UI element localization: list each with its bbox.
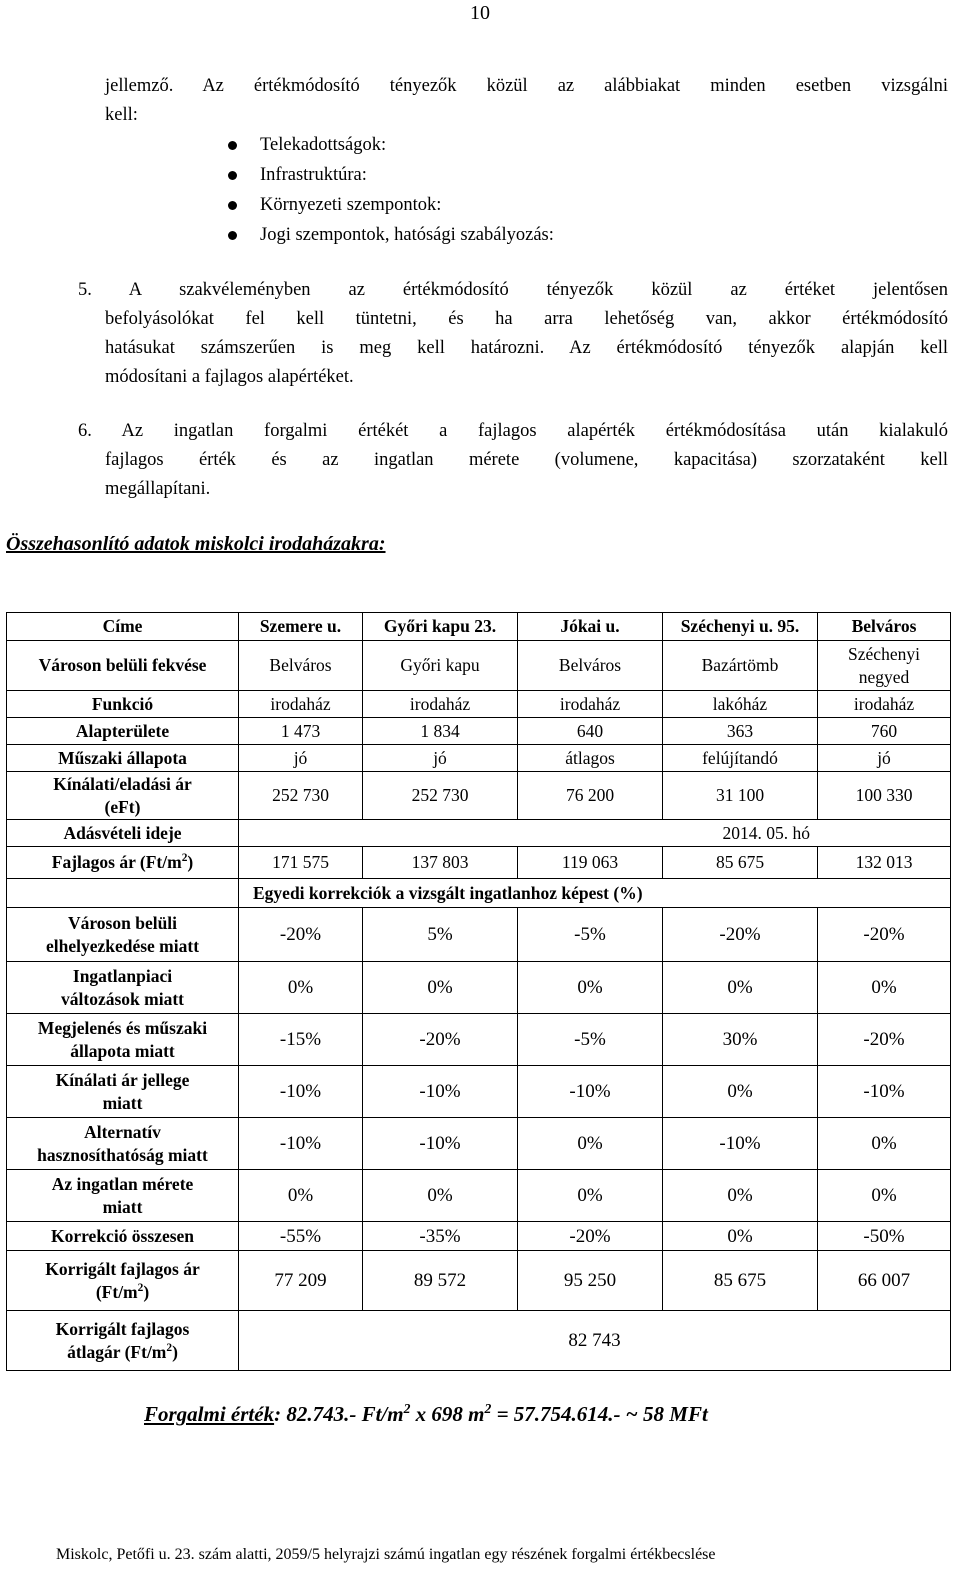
table-cell: 77 209 [239, 1251, 363, 1311]
table-cell: -5% [518, 1014, 663, 1066]
label-sup: 2 [166, 1341, 173, 1354]
item-5-line-3: hatásukat számszerűen is meg kell határozni. Az értékmódosító tényezők alapján kell [105, 338, 948, 358]
table-cell: 137 803 [363, 847, 518, 879]
label-line: Az ingatlan mérete [51, 1173, 194, 1194]
list-item: Infrastruktúra: [230, 160, 554, 190]
table-cell: irodaház [363, 691, 518, 718]
table-cell: felújítandó [663, 745, 818, 772]
table-row [7, 1170, 951, 1222]
label-text: ) [143, 1281, 150, 1302]
table-row [7, 772, 951, 820]
label-text: Fajlagos ár (Ft/m [51, 852, 182, 872]
table-row [7, 879, 951, 908]
table-cell: 0% [239, 962, 363, 1014]
table-cell: 363 [663, 718, 818, 745]
label-line: Korrigált fajlagos [55, 1318, 190, 1339]
header-cell: Címe [7, 613, 239, 641]
label-text: ) [187, 852, 194, 872]
table-cell: 1 473 [239, 718, 363, 745]
table-cell: 95 250 [518, 1251, 663, 1311]
header-cell: Szemere u. [239, 613, 363, 641]
item-5-line-2: befolyásolókat fel kell tüntetni, és ha arra lehetőség van, akkor értékmódosító [105, 309, 948, 329]
table-cell: 1 834 [363, 718, 518, 745]
table-cell: -55% [239, 1222, 363, 1251]
table-cell: 5% [363, 908, 518, 962]
result-text: : 82.743.- Ft/m [274, 1402, 404, 1426]
table-row [7, 908, 951, 962]
table-cell: -20% [239, 908, 363, 962]
table-cell: 760 [818, 718, 951, 745]
label-line: Megjelenés és műszaki [37, 1017, 208, 1038]
label-line: Alternatív [84, 1121, 161, 1142]
label-line: Ingatlanpiaci [72, 965, 173, 986]
row-label [7, 1251, 239, 1311]
page-number: 10 [470, 2, 490, 24]
table-cell: 119 063 [518, 847, 663, 879]
corrections-caption: Egyedi korrekciók a vizsgált ingatlanhoz képest (%) [239, 879, 951, 908]
table-cell: 66 007 [818, 1251, 951, 1311]
row-label [7, 962, 239, 1014]
table-cell: 30% [663, 1014, 818, 1066]
comparison-table [6, 612, 951, 1371]
table-row [7, 613, 951, 641]
table-row [7, 820, 951, 847]
header-cell: Belváros [818, 613, 951, 641]
row-label: Adásvételi ideje [7, 820, 239, 847]
list-item: Jogi szempontok, hatósági szabályozás: [230, 220, 554, 250]
table-cell: -35% [363, 1222, 518, 1251]
cell-line: Széchenyi [848, 643, 920, 664]
intro-line-1: jellemző. Az értékmódosító tényezők közül az alábbiakat minden esetben vizsgálni [105, 76, 948, 96]
label-line: változások miatt [61, 988, 184, 1009]
table-cell: jó [363, 745, 518, 772]
table-row [7, 745, 951, 772]
table-cell: jó [818, 745, 951, 772]
row-label [7, 1311, 239, 1371]
table-cell: -50% [818, 1222, 951, 1251]
label-line: miatt [102, 1196, 143, 1217]
row-label [7, 908, 239, 962]
row-label [7, 1014, 239, 1066]
table-cell: 0% [663, 1222, 818, 1251]
table-cell: -10% [363, 1118, 518, 1170]
label-sup: 2 [137, 1281, 144, 1294]
table-cell: jó [239, 745, 363, 772]
table-cell: -10% [239, 1118, 363, 1170]
table-cell: -10% [818, 1066, 951, 1118]
empty-cell [7, 879, 239, 908]
label-line: Kínálati/eladási ár [53, 773, 192, 794]
section-heading: Összehasonlító adatok miskolci irodaházakra: [6, 533, 386, 555]
table-cell: -10% [363, 1066, 518, 1118]
table-row [7, 691, 951, 718]
header-cell: Jókai u. [518, 613, 663, 641]
table-cell: lakóház [663, 691, 818, 718]
cell-line: negyed [858, 666, 910, 687]
item-6-line-1: 6. Az ingatlan forgalmi értékét a fajlagos alapérték értékmódosítása után kialakuló [78, 421, 948, 441]
table-cell: irodaház [239, 691, 363, 718]
table-cell: -10% [663, 1118, 818, 1170]
intro-line-2: kell: [105, 105, 138, 125]
result-label: Forgalmi érték [144, 1402, 275, 1426]
table-cell: 100 330 [818, 772, 951, 820]
result-text: = 57.754.614.- ~ 58 MFt [491, 1402, 708, 1426]
table-cell: Győri kapu [363, 641, 518, 691]
label-line: elhelyezkedése miatt [45, 935, 200, 956]
item-6-line-3: megállapítani. [105, 479, 211, 499]
table-row [7, 1014, 951, 1066]
market-value-result [144, 1402, 708, 1427]
table-row [7, 847, 951, 879]
result-sup: 2 [403, 1401, 411, 1416]
item-5-line-1: 5. A szakvéleményben az értékmódosító tényezők közül az értéket jelentősen [78, 280, 948, 300]
label-line: Kínálati ár jellege [55, 1069, 190, 1090]
item-5-line-4: módosítani a fajlagos alapértéket. [105, 367, 354, 387]
table-row [7, 1222, 951, 1251]
table-cell: 0% [363, 962, 518, 1014]
row-label [7, 1066, 239, 1118]
table-cell: -20% [518, 1222, 663, 1251]
table-cell: 0% [518, 962, 663, 1014]
label-line: (eFt) [104, 796, 141, 817]
table-cell: 85 675 [663, 1251, 818, 1311]
table-cell: 31 100 [663, 772, 818, 820]
item-6-line-2: fajlagos érték és az ingatlan mérete (volumene, kapacitása) szorzataként kell [105, 450, 948, 470]
table-cell: -10% [518, 1066, 663, 1118]
table-cell: 132 013 [818, 847, 951, 879]
row-label: Városon belüli fekvése [7, 641, 239, 691]
table-cell: -5% [518, 908, 663, 962]
table-cell: -10% [239, 1066, 363, 1118]
row-label: Műszaki állapota [7, 745, 239, 772]
table-row [7, 718, 951, 745]
label-line: Korrigált fajlagos ár [45, 1258, 200, 1279]
table-cell: Bazártömb [663, 641, 818, 691]
table-cell: 252 730 [239, 772, 363, 820]
label-text: (Ft/m [95, 1281, 138, 1302]
bullet-list [230, 130, 554, 250]
table-cell: 0% [363, 1170, 518, 1222]
table-cell: -20% [663, 908, 818, 962]
average-price-cell: 82 743 [239, 1311, 951, 1371]
table-cell: -20% [818, 908, 951, 962]
result-text: x 698 m [410, 1402, 485, 1426]
table-cell: 171 575 [239, 847, 363, 879]
table-cell: 640 [518, 718, 663, 745]
table-cell: 0% [663, 1170, 818, 1222]
table-cell: 0% [518, 1170, 663, 1222]
row-label: Funkció [7, 691, 239, 718]
table-cell: irodaház [818, 691, 951, 718]
label-sup: 2 [181, 852, 188, 865]
table-row [7, 1251, 951, 1311]
label-line: miatt [102, 1092, 143, 1113]
table-cell: Belváros [239, 641, 363, 691]
table-cell: 76 200 [518, 772, 663, 820]
row-label: Korrekció összesen [7, 1222, 239, 1251]
row-label [7, 772, 239, 820]
table-row [7, 1066, 951, 1118]
table-cell: 0% [818, 962, 951, 1014]
table-cell: Belváros [518, 641, 663, 691]
header-cell: Széchenyi u. 95. [663, 613, 818, 641]
list-item: Környezeti szempontok: [230, 190, 554, 220]
label-line: hasznosíthatóság miatt [37, 1144, 208, 1165]
table-cell: 85 675 [663, 847, 818, 879]
table-cell: átlagos [518, 745, 663, 772]
table-row [7, 962, 951, 1014]
table-cell: 0% [239, 1170, 363, 1222]
table-cell: -15% [239, 1014, 363, 1066]
table-cell [818, 641, 951, 691]
list-item: Telekadottságok: [230, 130, 554, 160]
table-cell: 252 730 [363, 772, 518, 820]
table-cell: 89 572 [363, 1251, 518, 1311]
label-line: állapota miatt [70, 1040, 175, 1061]
table-cell: 0% [518, 1118, 663, 1170]
label-line: Városon belüli [67, 912, 178, 933]
sale-date-cell: 2014. 05. hó [239, 820, 951, 847]
table-cell: 0% [818, 1118, 951, 1170]
table-cell: 0% [663, 962, 818, 1014]
table-cell: -20% [818, 1014, 951, 1066]
table-cell: irodaház [518, 691, 663, 718]
label-text: átlagár (Ft/m [67, 1341, 167, 1362]
header-cell: Győri kapu 23. [363, 613, 518, 641]
row-label [7, 1170, 239, 1222]
result-sup: 2 [484, 1401, 492, 1416]
table-row [7, 1118, 951, 1170]
table-row [7, 641, 951, 691]
table-row [7, 1311, 951, 1371]
table-cell: 0% [818, 1170, 951, 1222]
table-cell: -20% [363, 1014, 518, 1066]
label-text: ) [172, 1341, 178, 1362]
page-footer: Miskolc, Petőfi u. 23. szám alatti, 2059/5 helyrajzi számú ingatlan egy részének forgalmi értékbecslése [56, 1546, 716, 1563]
row-label [7, 847, 239, 879]
row-label: Alapterülete [7, 718, 239, 745]
table-cell: 0% [663, 1066, 818, 1118]
row-label [7, 1118, 239, 1170]
